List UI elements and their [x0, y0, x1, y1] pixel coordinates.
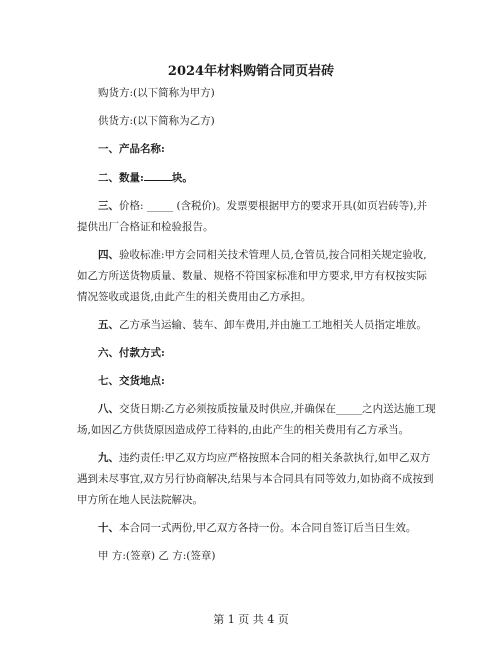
section-text: 本合同一式两份,甲乙双方各持一份。本合同自签订后当日生效。	[119, 522, 417, 534]
section-number: 三、	[98, 200, 119, 212]
seller-line: 供货方:(以下简称为乙方)	[98, 115, 215, 127]
quantity-blank	[144, 167, 172, 181]
section-text: 违约责任:甲乙双方均应严格按照本合同的相关条款执行,如甲乙双方遇到未尽事宜,双方另行协商解决,结果与本合同具有同等效力,如协商不成按到甲方所在地人民法院解决。	[77, 452, 434, 506]
section-quantity	[77, 167, 437, 189]
document-title: 2024年材料购销合同页岩砖	[167, 64, 335, 79]
section-delivery-place: 七、交货地点:	[98, 375, 165, 387]
section-transport	[77, 315, 437, 336]
quantity-label: 二、数量:	[98, 172, 144, 184]
section-number: 十、	[98, 522, 119, 534]
section-delivery-date	[77, 399, 437, 441]
section-liability	[77, 448, 437, 511]
section-copies	[77, 518, 437, 539]
section-price	[77, 196, 437, 238]
section-text-cont: 之内送达施工现场,如因乙方供货原因造成停工待料的,由此产生的相关费用有乙方承当。	[77, 403, 436, 436]
buyer-line: 购货方:(以下简称为甲方)	[98, 87, 215, 99]
page-number: 第 1 页 共 4 页	[213, 613, 289, 626]
signature-line: 甲 方:(签章) 乙 方:(签章)	[98, 550, 216, 562]
section-text: 交货日期:乙方必须按质按量及时供应,并确保在	[119, 403, 336, 415]
delivery-blank: _____	[335, 403, 363, 415]
quantity-unit: 块。	[171, 172, 193, 184]
section-number: 四、	[98, 249, 119, 261]
section-text: 乙方承当运输、装车、卸车费用,并由施工工地相关人员指定堆放。	[119, 319, 427, 331]
section-product-name: 一、产品名称:	[98, 143, 165, 155]
section-number: 九、	[98, 452, 119, 464]
section-acceptance	[77, 245, 437, 308]
document-body	[77, 83, 437, 574]
section-payment: 六、付款方式:	[98, 347, 165, 359]
section-text: 价格: _____ (含税价)。发票要根据甲方的要求开具(如页岩砖等),并提供出厂合格证和检验报告。	[77, 200, 428, 233]
section-number: 五、	[98, 319, 119, 331]
section-text: 验收标准:甲方会同相关技术管理人员,仓管员,按合同相关规定验收,如乙方所送货物质量、数量、规格不符国家标准和甲方要求,甲方有权按实际情况签收或退货,由此产生的相关费用由乙方承担。	[77, 249, 427, 303]
section-number: 八、	[98, 403, 119, 415]
